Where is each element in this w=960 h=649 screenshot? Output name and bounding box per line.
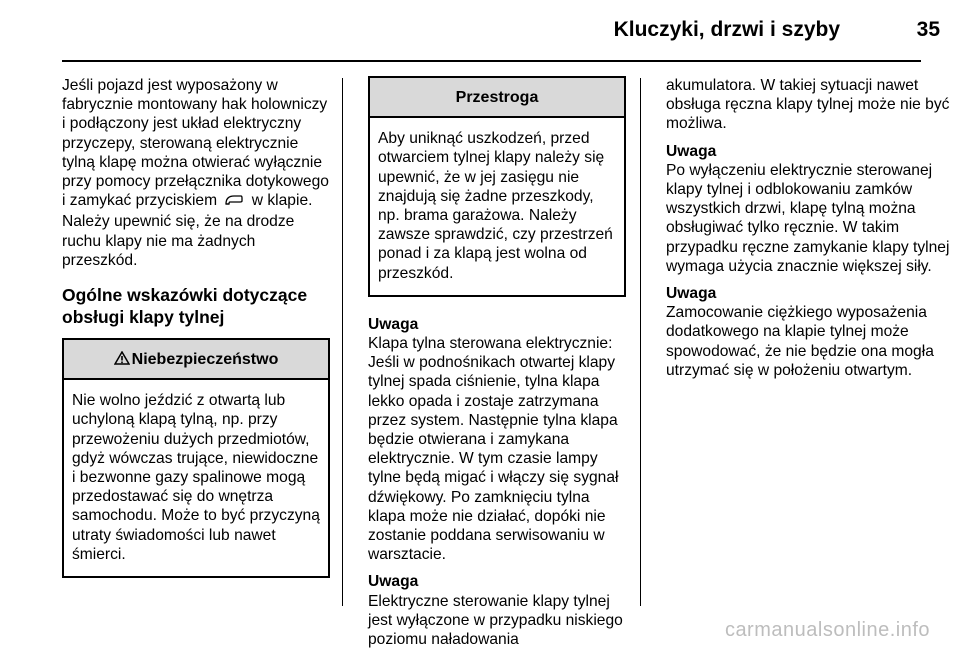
intro-text-start: Jeśli pojazd jest wyposażony w fabrycznie montowany hak holowniczy i podłączony jest układ elektryczny przyczepy, sterowaną elektrycznie tylną klapę można otwierać wyłącznie przy pomocy przełącznika dotykowego i zamykać przyciskiem bbox=[62, 77, 329, 210]
danger-box-text: Nie wolno jeździć z otwartą lub uchyloną klapą tylną, np. przy przewożeniu dużych przedmiotów, gdyż wówczas trujące, niewidoczne i bezwonne gazy spalinowe mogą przedostawać się do wnętrza samochodu. Może to być przyczyną utraty świadomości lub nawet śmierci. bbox=[72, 392, 320, 563]
note-text-1: Klapa tylna sterowana elektrycznie: Jeśli w podnośnikach otwartej klapy tylnej spada ciśnienie, tylna klapa lekko opada i zostaje zatrzymana przez system. Następnie tylna klapa będzie otwierana i zamykana elektrycznie. W tym czasie lampy tylne będą migać i włączy się sygnał dźwiękowy. Po zamknięciu tylna klapa może nie działać, dopóki nie zostanie poddana serwisowaniu w warsztacie. bbox=[368, 335, 619, 564]
danger-box-title: Niebezpieczeństwo bbox=[131, 351, 279, 369]
warning-triangle-icon bbox=[114, 350, 130, 369]
column-2 bbox=[368, 76, 626, 649]
header-rule bbox=[62, 60, 921, 62]
section-heading: Ogólne wskazówki dotyczące obsługi klapy tylnej bbox=[62, 285, 308, 328]
continuation-text: akumulatora. W takiej sytuacji nawet obsługa ręczna klapy tylnej może nie być możliwa. bbox=[666, 77, 950, 133]
page-number: 35 bbox=[916, 18, 940, 41]
note-text-4: Zamocowanie ciężkiego wyposażenia dodatkowego na klapie tylnej może spowodować, że nie będzie ona mogła utrzymać się w położeniu otwartym. bbox=[666, 304, 934, 379]
caution-box-text: Aby uniknąć uszkodzeń, przed otwarciem tylnej klapy należy się upewnić, że w jej zasięgu nie znajdują się żadne przeszkody, np. brama garażowa. Należy zawsze sprawdzić, czy przestrzeń ponad i za klapą jest wolna od przeszkód. bbox=[378, 130, 613, 282]
note-label-1: Uwaga bbox=[368, 315, 419, 333]
danger-box bbox=[62, 338, 330, 578]
caution-box-title: Przestroga bbox=[370, 78, 624, 118]
note-label-3: Uwaga bbox=[666, 142, 717, 160]
watermark: carmanualsonline.info bbox=[724, 619, 930, 641]
intro-text-end: w klapie. Należy upewnić się, że na drodze ruchu klapy nie ma żadnych przeszkód. bbox=[62, 192, 313, 269]
tailgate-key-icon bbox=[224, 193, 244, 212]
note-text-2: Elektryczne sterowanie klapy tylnej jest wyłączone w przypadku niskiego poziomu naładowania bbox=[368, 592, 623, 649]
intro-paragraph bbox=[62, 76, 330, 270]
note-label-4: Uwaga bbox=[666, 285, 717, 303]
note-label-2: Uwaga bbox=[368, 573, 419, 591]
caution-box bbox=[368, 76, 626, 297]
column-1 bbox=[62, 76, 330, 578]
column-divider-2 bbox=[640, 78, 641, 606]
note-text-3: Po wyłączeniu elektrycznie sterowanej klapy tylnej i odblokowaniu zamków wszystkich drzwi, klapę tylną można obsługiwać tylko ręcznie. W takim przypadku ręczne zamykanie klapy tylnej wymaga użycia znacznie większej siły. bbox=[666, 161, 950, 275]
column-divider-1 bbox=[342, 78, 343, 606]
page-header-title: Kluczyki, drzwi i szyby bbox=[613, 18, 840, 41]
danger-box-header bbox=[64, 340, 328, 380]
column-3 bbox=[666, 76, 956, 380]
